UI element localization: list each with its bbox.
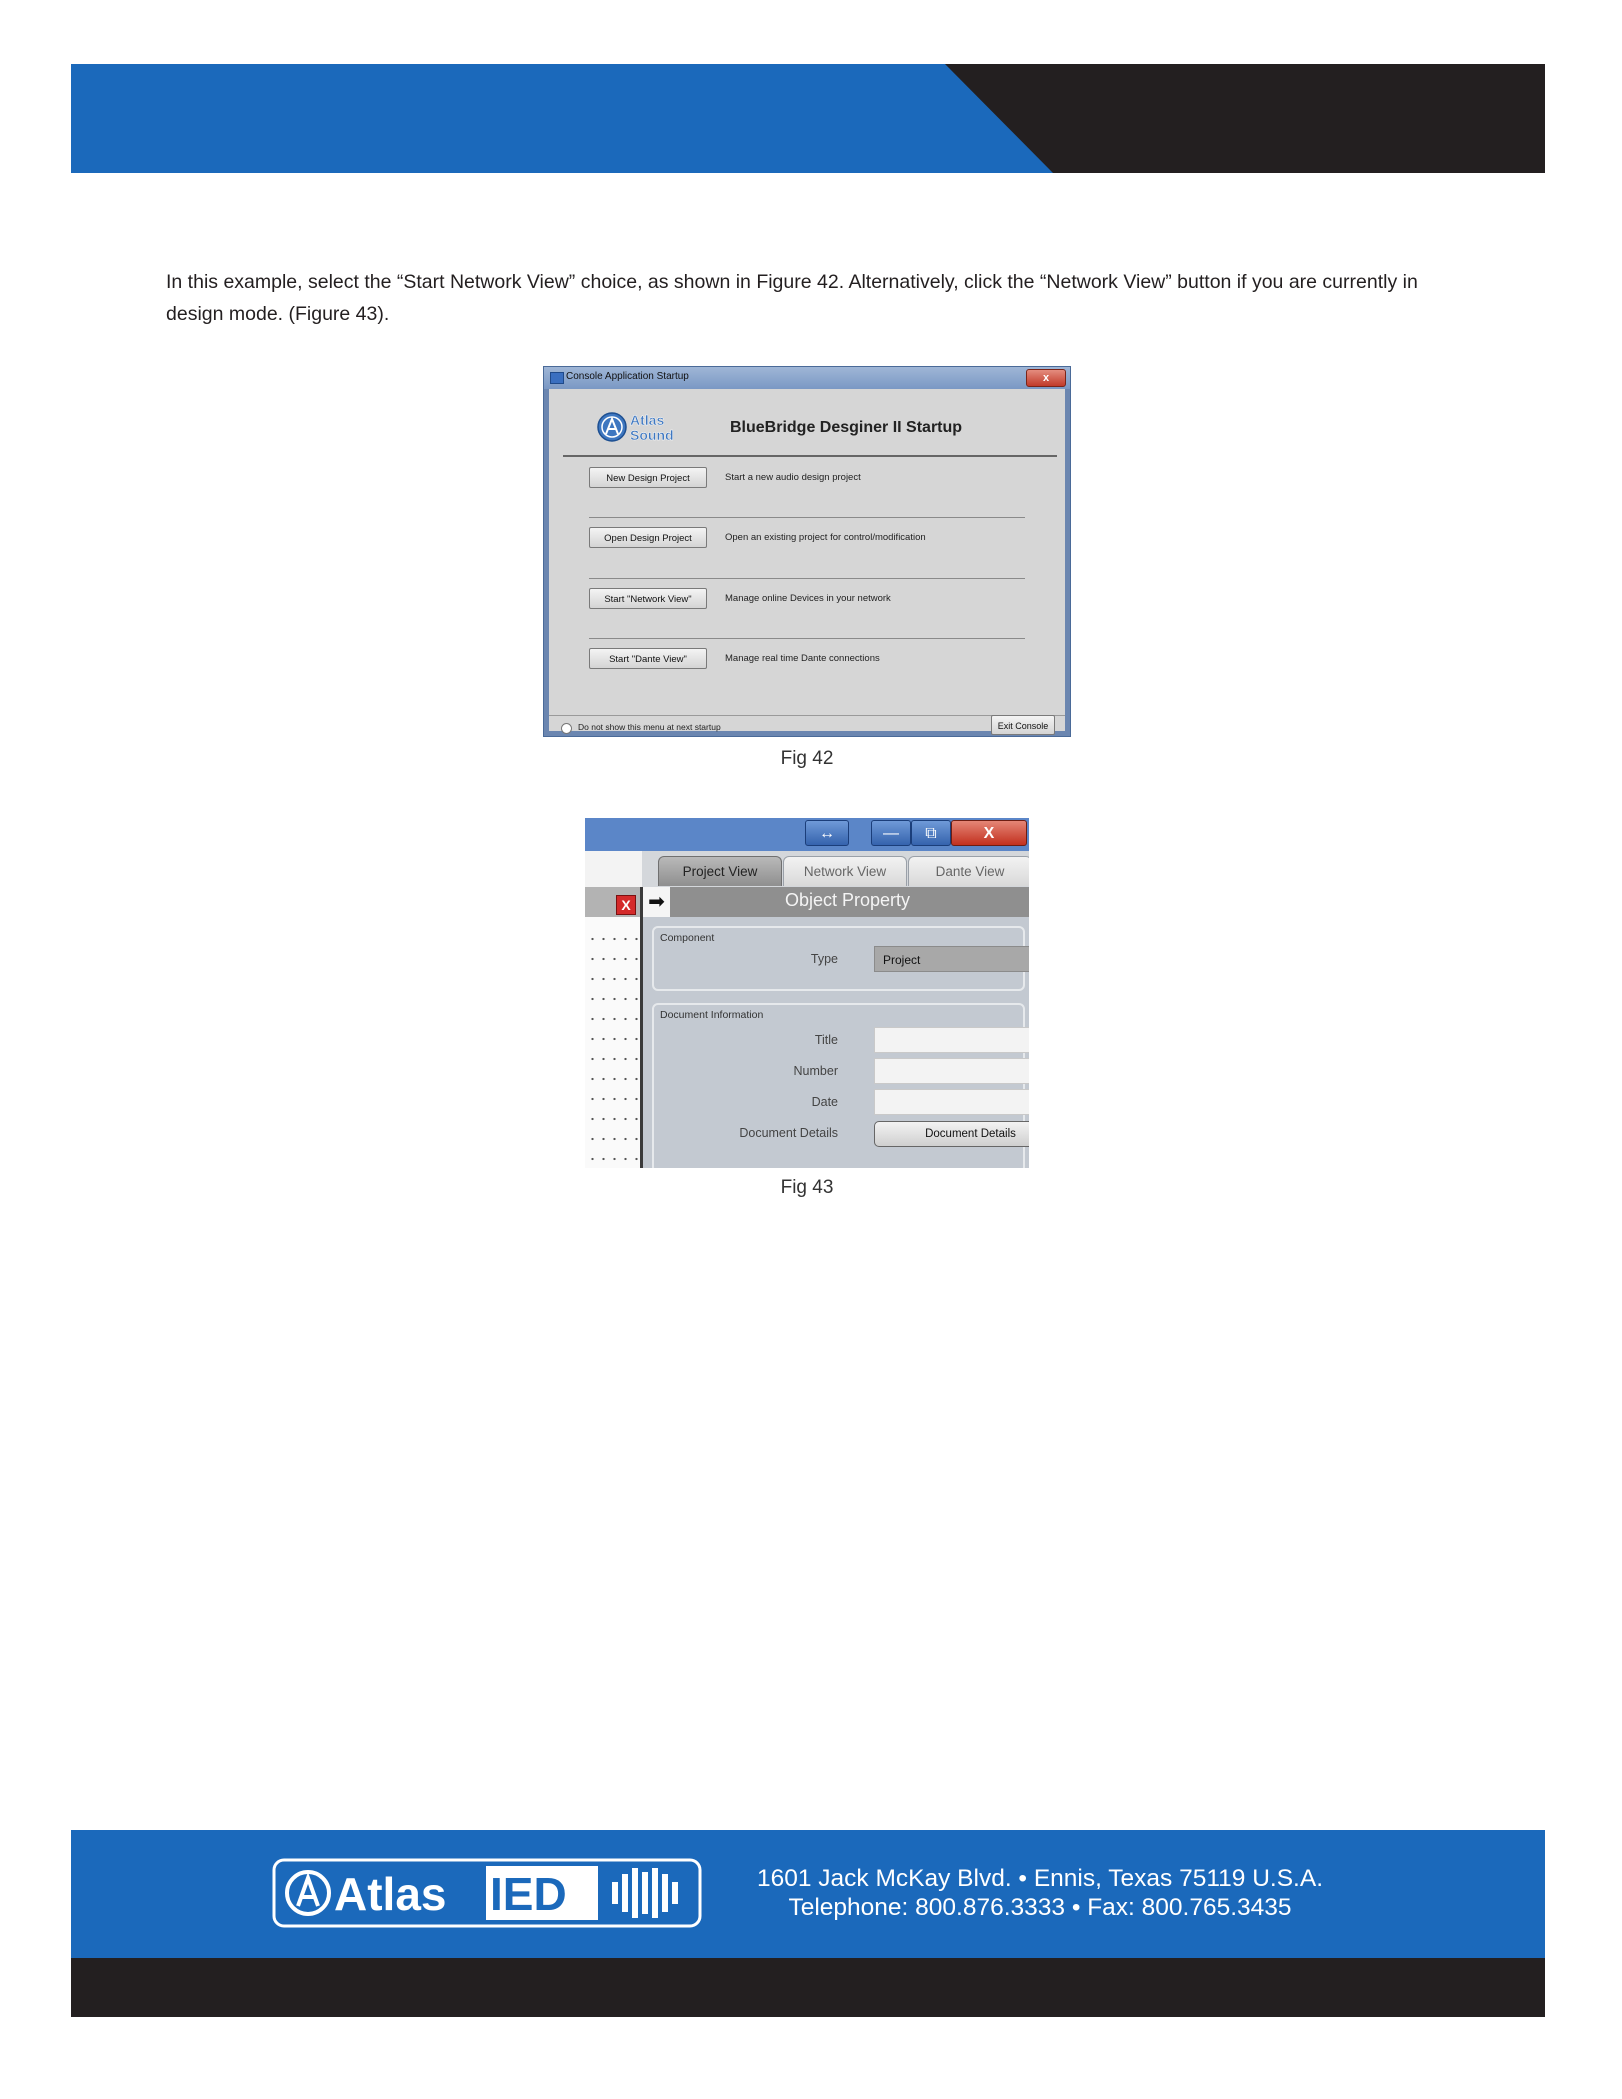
- document-information-label: Document Information: [660, 1009, 764, 1021]
- tab-network-view[interactable]: Network View: [783, 856, 907, 886]
- object-property-title: Object Property: [785, 890, 911, 910]
- fig42-caption: Fig 42: [780, 748, 834, 769]
- date-label: Date: [811, 1095, 838, 1109]
- close-window-button[interactable]: X: [951, 820, 1027, 846]
- tab-project-view[interactable]: Project View: [658, 856, 782, 886]
- startup-title: BlueBridge Desginer II Startup: [730, 419, 963, 436]
- date-field[interactable]: [874, 1089, 1029, 1115]
- footer-logo-atlas: Atlas: [334, 1868, 447, 1920]
- option-divider: [589, 638, 1025, 639]
- type-label: Type: [810, 952, 838, 966]
- minimize-button[interactable]: —: [871, 820, 911, 846]
- start-dante-view-button[interactable]: Start "Dante View": [589, 648, 707, 669]
- footer-logo-ied: IED: [490, 1868, 567, 1920]
- logo-word-atlas: Atlas: [630, 412, 665, 428]
- number-field[interactable]: [874, 1058, 1029, 1084]
- canvas-grid: [585, 925, 640, 1165]
- atlasied-logo: [272, 1858, 702, 1928]
- header-dark-accent: [945, 64, 1545, 173]
- atlas-sound-logo: [596, 409, 696, 445]
- exit-console-button[interactable]: Exit Console: [991, 715, 1055, 735]
- option-row-open-design: [589, 527, 1049, 549]
- option-row-new-design: [589, 467, 1049, 489]
- option-description: Manage online Devices in your network: [725, 593, 891, 604]
- title-field[interactable]: [874, 1027, 1029, 1053]
- option-description: Open an existing project for control/modification: [725, 532, 926, 543]
- title-label: Title: [814, 1033, 838, 1047]
- title-divider: [563, 455, 1057, 457]
- option-divider: [589, 578, 1025, 579]
- address-line-2: Telephone: 800.876.3333 • Fax: 800.765.3435: [788, 1894, 1292, 1921]
- tab-dante-view[interactable]: Dante View: [908, 856, 1029, 886]
- component-group-label: Component: [660, 932, 715, 944]
- footer-divider: [549, 715, 1065, 716]
- option-description: Manage real time Dante connections: [725, 653, 880, 664]
- window-app-icon: [550, 372, 564, 384]
- document-details-button[interactable]: Document Details: [874, 1121, 1029, 1147]
- design-canvas-panel: [585, 887, 643, 1168]
- footer-dark-band: [71, 1958, 1545, 2017]
- footer-address: [680, 1864, 1400, 1922]
- dialog-close-button[interactable]: x: [1026, 369, 1066, 387]
- fig43-caption: Fig 43: [780, 1177, 834, 1198]
- document-details-label: Document Details: [739, 1126, 838, 1140]
- fig43-project-view: [585, 818, 1029, 1168]
- option-description: Start a new audio design project: [725, 472, 861, 483]
- address-line-1: 1601 Jack McKay Blvd. • Ennis, Texas 75119 U.S.A.: [756, 1865, 1323, 1892]
- dialog-title: Console Application Startup: [566, 371, 689, 382]
- resize-button[interactable]: ↔: [805, 820, 849, 846]
- dialog-titlebar: [544, 367, 1070, 389]
- type-field[interactable]: Project: [874, 946, 1029, 972]
- option-row-network-view: [589, 588, 1049, 610]
- component-group: [652, 926, 1025, 991]
- left-strip: [585, 851, 642, 887]
- logo-word-sound: Sound: [630, 427, 674, 443]
- panel-close-icon[interactable]: X: [616, 895, 636, 915]
- no-show-radio[interactable]: [561, 723, 572, 734]
- panel-header: [585, 887, 640, 917]
- no-show-label: Do not show this menu at next startup: [578, 722, 721, 732]
- fig42-startup-dialog: [543, 366, 1071, 737]
- new-design-project-button[interactable]: New Design Project: [589, 467, 707, 488]
- open-design-project-button[interactable]: Open Design Project: [589, 527, 707, 548]
- number-label: Number: [793, 1064, 838, 1078]
- start-network-view-button[interactable]: Start "Network View": [589, 588, 707, 609]
- option-divider: [589, 517, 1025, 518]
- dialog-client-area: [549, 389, 1065, 731]
- arrow-right-icon[interactable]: ➡: [643, 887, 670, 917]
- option-row-dante-view: [589, 648, 1049, 670]
- header-banner: [71, 64, 1545, 173]
- document-information-group: [652, 1003, 1025, 1168]
- maximize-button[interactable]: ⧉: [911, 820, 951, 846]
- intro-paragraph: In this example, select the “Start Network View” choice, as shown in Figure 42. Alternatively, click the “Network View” button if you are currently in design mode. (Figure 43).: [166, 271, 1418, 325]
